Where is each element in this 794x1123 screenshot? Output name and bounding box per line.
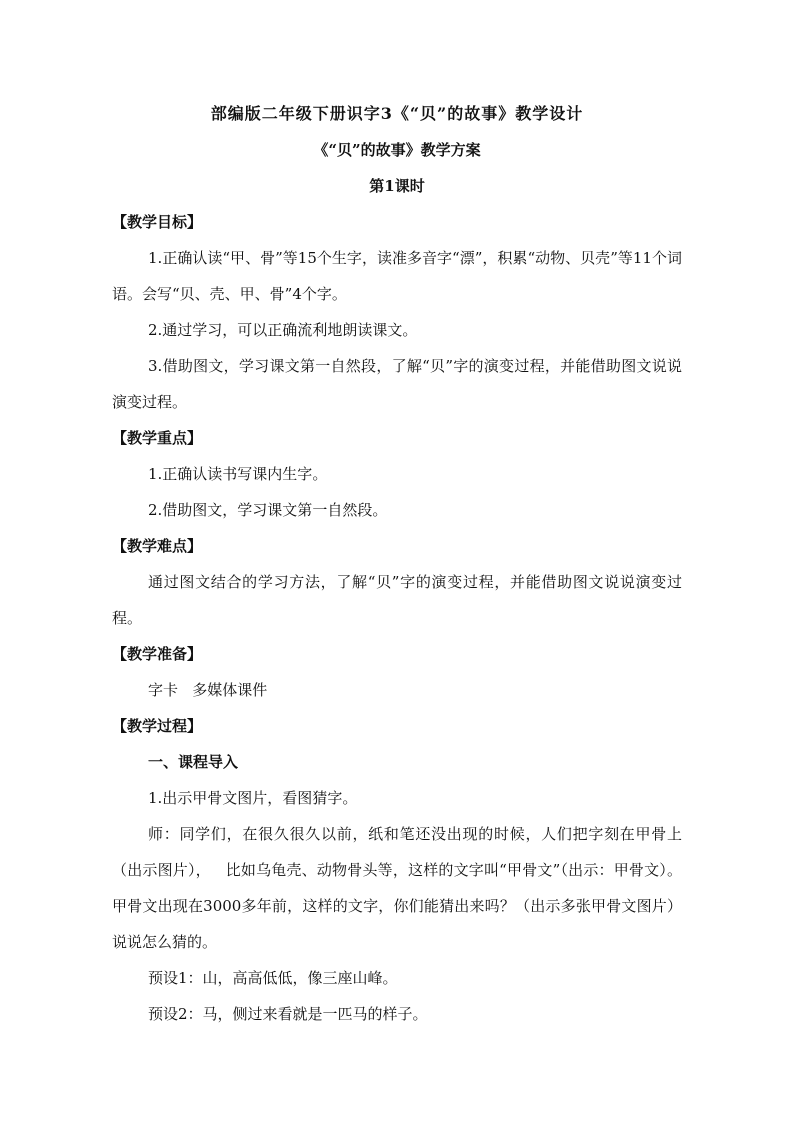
difficulties-text: 通过图文结合的学习方法，了解“贝”字的演变过程，并能借助图文说说演变过程。	[112, 573, 682, 627]
preset-answer: 预设2：马，侧过来看就是一匹马的样子。	[148, 1005, 428, 1023]
objective-item: 3.借助图文，学习课文第一自然段，了解“贝”字的演变过程，并能借助图文说说演变过程。	[112, 357, 682, 411]
process-step: 1.出示甲骨文图片，看图猜字。	[148, 789, 358, 807]
key-point-item: 1.正确认读书写课内生字。	[148, 465, 328, 483]
process-heading: 【教学过程】	[112, 717, 203, 735]
key-point-item: 2.借助图文，学习课文第一自然段。	[148, 501, 388, 519]
preset-answer: 预设1：山，高高低低，像三座山峰。	[148, 969, 398, 987]
document-page	[112, 96, 682, 1032]
lesson-plan-subtitle: 《“贝”的故事》教学方案	[313, 141, 481, 159]
difficulties-heading: 【教学难点】	[112, 537, 203, 555]
lesson-period: 第1课时	[369, 177, 425, 195]
objective-item: 1.正确认读“甲、骨”等15个生字，读准多音字“漂”，积累“动物、贝壳”等11个词语。会写“贝、壳、甲、骨”4个字。	[112, 249, 682, 303]
objectives-heading: 【教学目标】	[112, 213, 203, 231]
document-title: 部编版二年级下册识字3《“贝”的故事》教学设计	[210, 104, 584, 123]
part1-title: 一、课程导入	[148, 753, 239, 771]
teacher-dialogue: 师：同学们，在很久很久以前，纸和笔还没出现的时候，人们把字刻在甲骨上（出示图片）， 比如乌龟壳、动物骨头等，这样的文字叫“甲骨文”（出示：甲骨文）。甲骨文出现在3000多年前，这样的文字，你们能猜出来吗？（出示多张甲骨文图片）说说怎么猜的。	[112, 825, 682, 951]
preparation-heading: 【教学准备】	[112, 645, 203, 663]
objective-item: 2.通过学习，可以正确流利地朗读课文。	[148, 321, 418, 339]
preparation-text: 字卡 多媒体课件	[148, 681, 268, 699]
key-points-heading: 【教学重点】	[112, 429, 203, 447]
